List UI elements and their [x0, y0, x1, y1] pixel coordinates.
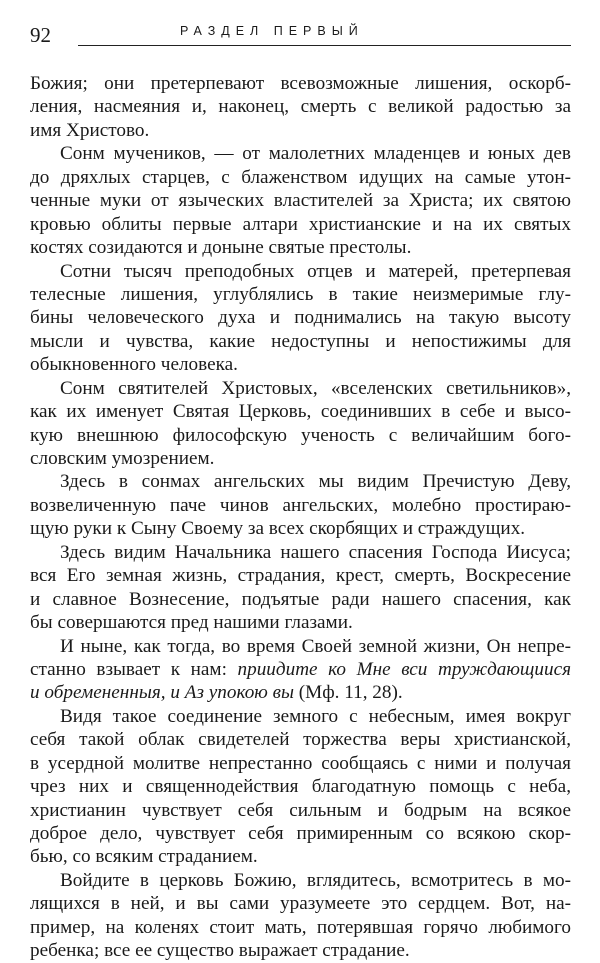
text-line: Сонм мучеников, — от малолетних младенцев и юных дев — [60, 143, 571, 165]
text-line: обыкновенного человека. — [30, 354, 238, 376]
page-number: 92 — [30, 23, 51, 47]
paragraph — [30, 869, 571, 963]
section-title: РАЗДЕЛ ПЕРВЫЙ — [180, 24, 364, 38]
paragraph — [30, 260, 571, 377]
paragraph — [30, 72, 571, 142]
paragraph — [30, 705, 571, 869]
text-line: себя такой облак свидетелей торжества веры христианской, — [30, 729, 571, 751]
text-line: бины человеческого духа и поднимались на такую высоту — [30, 307, 571, 329]
text-line: вся Его земная жизнь, страдания, крест, смерть, Воскресение — [30, 565, 571, 587]
paragraph — [30, 541, 571, 635]
text-line: телесные лишения, углублялись в такие неизмеримые глу- — [30, 283, 571, 305]
paragraph — [30, 377, 571, 471]
text-segment: И ныне, как тогда, во время Своей земной жизни, Он непре- — [60, 635, 571, 657]
text-line: Здесь видим Начальника нашего спасения Господа Иисуса; — [60, 541, 571, 563]
text-line: чрез них и священнодействия благодатную помощь с неба, — [30, 776, 571, 798]
text-line: до дряхлых старцев, с блаженством идущих на самые утон- — [30, 166, 571, 188]
text-line: лящихся в ней, и вы сами уразумеете это сердцем. Вот, на- — [30, 893, 571, 915]
text-line: Войдите в церковь Божию, вглядитесь, всмотритесь в мо- — [60, 869, 571, 891]
header-rule — [78, 45, 571, 46]
text-line: как их именует Святая Церковь, соединивших в себе и высо- — [30, 401, 571, 423]
text-line: Здесь в сонмах ангельских мы видим Пречистую Деву, — [60, 471, 571, 493]
text-line: доброе дело, чувствует себя примиренным со всякою скор- — [30, 823, 571, 844]
text-line: имя Христово. — [30, 119, 150, 141]
text-line: ления, насмеяния и, наконец, смерть с великой радостью за — [30, 96, 571, 118]
text-line: Сотни тысяч преподобных отцев и матерей, претерпевая — [60, 260, 571, 282]
text-line: словским умозрением. — [30, 448, 215, 469]
running-header — [30, 22, 571, 48]
text-line: бью, со всяким страданием. — [30, 846, 258, 868]
text-line: пример, на коленях стоит мать, потерявшая горячо любимого — [30, 916, 571, 938]
text-segment: станно взывает к нам: — [30, 658, 238, 680]
text-line: ченные муки от языческих властителей за Христа; их святою — [30, 190, 571, 212]
text-line: кую внешнюю философскую ученость с величайшим бого- — [30, 424, 571, 446]
text-segment: (Мф. 11, 28). — [293, 682, 403, 704]
paragraph — [30, 635, 571, 705]
scripture-quote: приидите ко Мне вси труждающиися — [237, 658, 572, 680]
paragraph — [30, 142, 571, 259]
text-line: ребенка; все ее существо выражает страдание. — [30, 940, 410, 962]
text-line: и славное Вознесение, подъятые ради нашего спасения, как — [30, 588, 571, 610]
text-line: мысли и чувства, какие недоступны и непостижимы для — [30, 330, 571, 352]
text-line: в усердной молитве непрестанно сообщаясь с ними и получая — [30, 752, 571, 774]
text-line: Сонм святителей Христовых, «вселенских светильников», — [60, 377, 571, 399]
text-line — [30, 635, 571, 658]
text-line — [30, 681, 571, 704]
text-line — [30, 658, 571, 681]
scripture-quote: и обремененныя, и Аз упокою вы — [30, 682, 294, 704]
text-line: щую руки к Сыну Своему за всех скорбящих и страждущих. — [30, 518, 526, 540]
text-line: христианин чувствует себя сильным и бодрым на всякое — [30, 799, 571, 821]
page-body — [30, 72, 571, 963]
text-line: кровью облиты первые алтари христианские и на их святых — [30, 213, 571, 235]
text-line: возвеличенную паче чинов ангельских, молебно простираю- — [30, 494, 571, 516]
paragraph — [30, 470, 571, 540]
text-line: Божия; они претерпевают всевозможные лишения, оскорб- — [30, 73, 571, 94]
text-line: костях созидаются и доныне святые престолы. — [30, 237, 412, 259]
text-line: бы совершаются пред нашими глазами. — [30, 612, 353, 634]
text-line: Видя такое соединение земного с небесным, имея вокруг — [60, 705, 571, 727]
